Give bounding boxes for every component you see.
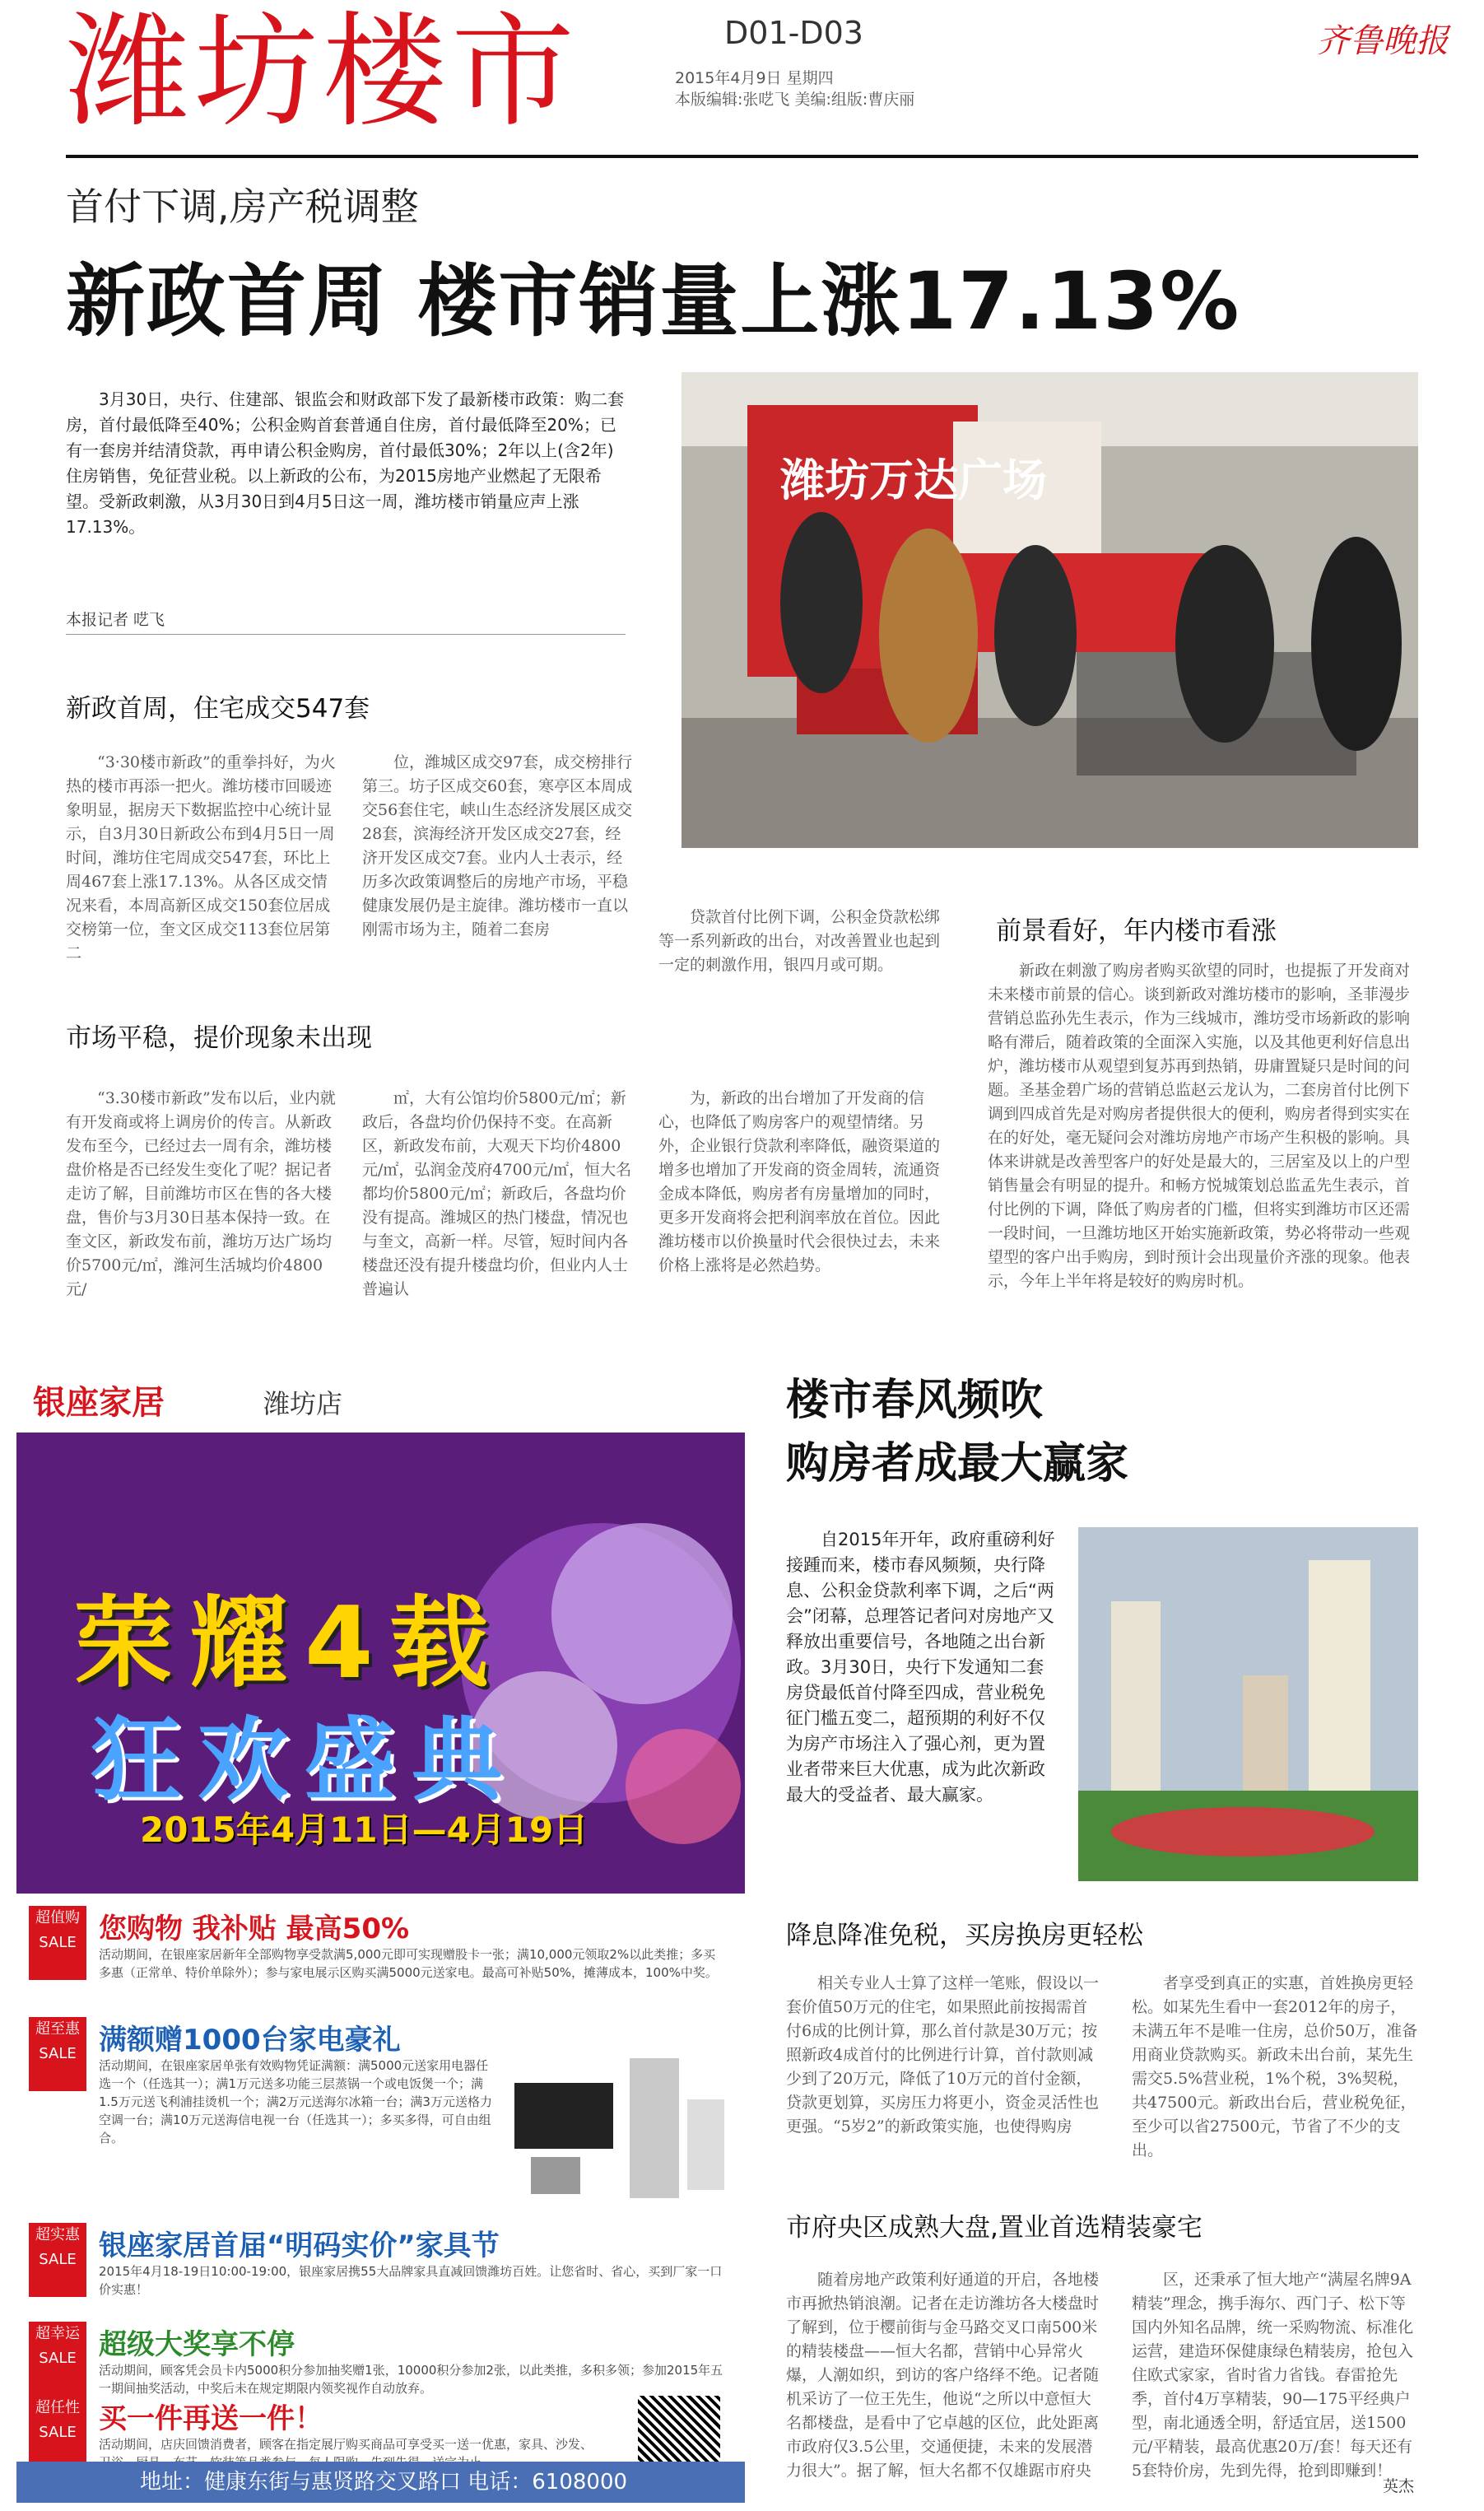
sales-office-photo xyxy=(682,372,1418,848)
feature-lead: 3月30日，央行、住建部、银监会和财政部下发了最新楼市政策：购二套房，首付最低降至40%；公积金购首套普通自住房，首付最低降至20%；已有一套房并结清贷款，再申请公积金购房，首付最低30%；2年以上(含2年)住房销售，免征营业税。以上新政的公布，为2015房地产业燃起了无限希望。受新政刺激，从3月30日到4月5日这一周，潍坊楼市销量应声上涨17.13%。 xyxy=(66,389,625,537)
right-sub1: 降息降准免税，买房换房更轻松 xyxy=(786,1921,1143,1950)
ad-promo-title: 满额赠1000台家电豪礼 xyxy=(99,2024,401,2057)
tower-photo xyxy=(1078,1527,1418,1881)
right-sub2-col2: 区，还秉承了恒大地产“满屋名牌9A精装”理念，携手海尔、西门子、松下等国内外知名品牌，统一采购物流、标准化运营，建造环保健康绿色精装房，抢包入住欧式家家，省时省力省钱。春雷抢先季，首付4万享精装，90—175平经典户型，南北通透全明，舒适宜居，送1500元/平精装，最高优惠20万/套！每天还有5套特价房，先到先得，抢到即赚到！ xyxy=(1132,2271,1414,2480)
ad-title-line1: 荣耀4载 xyxy=(74,1586,505,1701)
feature-kicker: 首付下调,房产税调整 xyxy=(66,184,419,229)
tower-illustration xyxy=(1078,1527,1418,1881)
paper-logo: 齐鲁晚报 xyxy=(1317,22,1449,60)
ad-promo-title: 买一件再送一件！ xyxy=(99,2402,323,2435)
right-sub1-col2: 者享受到真正的实惠，首姓换房更轻松。如某先生看中一套2012年的房子，未满五年不是唯一住房，总价50万，准备用商业贷款购买。新政未出台前，某先生需交5.5%营业税，1%个税，3%契税，共47500元。新政出台后，营业税免征，至少可以省27500元，节省了不少的支出。 xyxy=(1132,1974,1418,2159)
author: 英杰 xyxy=(1383,2477,1415,2495)
section-title: 潍坊楼市 xyxy=(66,1,580,144)
issue-date: 2015年4月9日 星期四 xyxy=(675,69,834,87)
ad-promo-text: 活动期间，在银座家居单张有效购物凭证满额：满5000元送家用电器任选一个（任选其一）；满1万元送多功能三层蒸锅一个或电饭煲一个；满1.5万元送飞利浦挂烫机一个；满2万元送海尔冰箱一台；满3万元送格力空调一台；满10万元送海信电视一台（任选其一）；多买多得，可自由组合。 xyxy=(99,2058,492,2145)
ad-promo-title: 银座家居首届“明码实价”家具节 xyxy=(99,2229,500,2262)
ad-body xyxy=(16,1894,745,2503)
ad-promo-block xyxy=(29,1906,733,2005)
editors: 本版编辑:张呓飞 美编:组版:曹庆丽 xyxy=(675,91,915,109)
sale-badge: 超实惠 SALE xyxy=(29,2223,86,2297)
ad-title-line2: 狂欢盛典 xyxy=(91,1707,519,1813)
right-sub2-col1: 随着房地产政策利好通道的开启，各地楼市再掀热销浪潮。记者在走访潍坊各大楼盘时了解到，位于樱前街与金马路交叉口南500米的精装楼盘——恒大名都，营销中心异常火爆，人潮如织，到访的客户络绎不绝。记者随机采访了一位王先生，他说“之所以中意恒大名都楼盘，是看中了它卓越的区位，此处距离市政府仅3.5公里，交通便捷，未来的发展潜力很大”。据了解，恒大名都不仅雄踞市府央 xyxy=(786,2271,1100,2480)
section1-col2: 位，潍城区成交97套，成交榜排行第三。坊子区成交60套，寒亭区本周成交56套住宅，峡山生态经济发展区成交28套，滨海经济开发区成交27套，经济开发区成交7套。业内人士表示，经历多次政策调整后的房地产市场，平稳健康发展仍是主旋律。潍坊楼市一直以刚需市场为主，随着二套房 xyxy=(362,753,633,939)
sale-badge: 超幸运 SALE xyxy=(29,2322,86,2396)
section-title-sales: 新政首周，住宅成交547套 xyxy=(66,694,370,724)
right-headline-2: 购房者成最大赢家 xyxy=(786,1439,1129,1488)
section2-col3: 为，新政的出台增加了开发商的信心，也降低了购房客户的观望情绪。另外，企业银行贷款利率降低，融资渠道的增多也增加了开发商的资金周转，流通资金成本降低，购房者有房量增加的同时，更多开发商将会把利润率放在首位。因此潍坊楼市以价换量时代会很快过去，未来价格上涨将是必然趋势。 xyxy=(658,1089,941,1274)
ad-promo-block xyxy=(29,2223,733,2322)
section1-col3: 贷款首付比例下调，公积金贷款松绑等一系列新政的出台，对改善置业也起到一定的刺激作用，银四月或可期。 xyxy=(658,908,941,974)
ad-footer: 地址：健康东街与惠贤路交叉路口 电话：6108000 xyxy=(16,2462,745,2503)
ad-promo-title: 您购物 我补贴 最高50% xyxy=(99,1912,410,1945)
advertisement xyxy=(16,1358,745,2503)
issue-info xyxy=(675,68,914,110)
ad-promo-text: 2015年4月18-19日10:00-19:00，银座家居携55大品牌家具直减回馈潍坊百姓。让您省时、省心，买到厂家一口价实惠！ xyxy=(99,2264,723,2297)
appliance-icons xyxy=(506,2050,728,2206)
feature-headline: 新政首周 楼市销量上涨17.13% xyxy=(66,255,1241,347)
ad-promo-text: 活动期间，顾客凭会员卡内5000积分参加抽奖赠1张，10000积分参加2张，以此类推，多积多领；参加2015年五一期间抽奖活动，中奖后未在规定期限内领奖视作自动放弃。 xyxy=(99,2363,723,2396)
ad-promo-block xyxy=(29,2017,733,2206)
section3-text: 新政在刺激了购房者购买欲望的同时，也提振了开发商对未来楼市前景的信心。谈到新政对潍坊楼市的影响，圣菲漫步营销总监孙先生表示，作为三线城市，潍坊受市场新政的影响略有滞后，随着政策的全面深入实施，以及其他更利好信息出炉，潍坊楼市从观望到复苏再到热销，毋庸置疑只是时间的问题。圣基金碧广场的营销总监赵云龙认为，二套房首付比例下调到四成首先是对购房者提供很大的便利，购房者得到实实在在的好处，毫无疑问会对潍坊房地产市场产生积极的影响。具体来讲就是改善型客户的好处是最大的，三居室及以上的户型销售量会有明显的提升。和畅方悦城策划总监孟先生表示，首付比例的下调，降低了购房者的门槛，但将实到潍坊市区还需一段时间，一旦潍坊地区开始实施新政策，势必将带动一些观望型的客户出手购房，到时预计会出现量价齐涨的现象。他表示，今年上半年将是较好的购房时机。 xyxy=(988,962,1411,1290)
right-sub2: 市府央区成熟大盘,置业首选精装豪宅 xyxy=(786,2213,1203,2243)
section-title-prices: 市场平稳，提价现象未出现 xyxy=(66,1023,372,1053)
ad-promo-text: 活动期间，店庆回馈消费者，顾客在指定展厅购买商品可享受买一送一优惠，家具、沙发、 xyxy=(99,2437,593,2452)
sales-office-illustration xyxy=(682,372,1418,848)
byline: 本报记者 呓飞 xyxy=(66,611,165,629)
ad-brand: 银座家居 xyxy=(33,1384,165,1422)
sale-badge: 超至惠 SALE xyxy=(29,2017,86,2091)
section2-col2: ㎡，大有公馆均价5800元/㎡；新政后，各盘均价仍保持不变。在高新区，新政发布前，大观天下均价4800元/㎡，弘润金茂府4700元/㎡，恒大名都均价5800元/㎡；新政后，各盘均价没有提高。潍城区的热门楼盘，情况也与奎文，高新一样。尽管，短时间内各楼盘还没有提升楼盘均价，但业内人士普遍认 xyxy=(362,1089,632,1298)
divider xyxy=(66,634,626,635)
ad-store: 潍坊店 xyxy=(263,1388,343,1419)
ad-promo-text: 活动期间，在银座家居新年全部购物享受款满5,000元即可实现赠股卡一张；满10,000元领取2%以此类推；多买多惠（正常单、特价单除外）；参与家电展示区购买满5000元送家电。最高可补贴50%，摊薄成本，100%中奖。 xyxy=(99,1947,718,1980)
sale-badge: 超值购 SALE xyxy=(29,1906,86,1980)
ad-promo-title: 超级大奖享不停 xyxy=(99,2328,295,2361)
section1-col1: “3·30楼市新政”的重拳抖好，为火热的楼市再添一把火。潍坊楼市回暖迹象明显，据房天下数据监控中心统计显示，自3月30日新政公布到4月5日一周时间，潍坊住宅周成交547套，环比上周467套上涨17.13%。从各区成交情况来看，本周高新区成交150套位居成交榜第一位，奎文区成交113套位居第二 xyxy=(66,753,336,962)
ad-date: 2015年4月11日—4月19日 xyxy=(140,1810,588,1850)
section-title-prospects: 前景看好，年内楼市看涨 xyxy=(996,916,1277,946)
section2-col1: “3.30楼市新政”发布以后，业内就有开发商或将上调房价的传言。从新政发布至今，已经过去一周有余，潍坊楼盘价格是否已经发生变化了呢？据记者走访了解，目前潍坊市区在售的各大楼盘，售价与3月30日基本保持一致。在奎文区，新政发布前，潍坊万达广场均价5700元/㎡，潍河生活城均价4800元/ xyxy=(66,1089,336,1298)
right-headline-1: 楼市春风频吹 xyxy=(786,1376,1044,1425)
page-range: D01-D03 xyxy=(724,15,863,51)
masthead-rule xyxy=(66,155,1418,158)
right-lead: 自2015年开年，政府重磅利好接踵而来，楼市春风频频，央行降息、公积金贷款利率下调，之后“两会”闭幕，总理答记者问对房地产又释放出重要信号，各地随之出台新政。3月30日，央行下发通知二套房贷最低首付降至四成，营业税免征门槛五变二，超预期的利好不仅为房产市场注入了强心剂，更为置业者带来巨大优惠，成为此次新政最大的受益者、最大赢家。 xyxy=(786,1530,1055,1805)
photo-sign: 潍坊万达广场 xyxy=(780,454,1047,506)
sale-badge: 超任性 SALE xyxy=(29,2396,86,2470)
right-sub1-col1: 相关专业人士算了这样一笔账，假设以一套价值50万元的住宅，如果照此前按揭需首付6成的比例计算，那么首付款是30万元；按照新政4成首付的比例进行计算，首付款则减少到了20万元，降低了10万元的首付金额，贷款更划算，买房压力将更小，资金灵活性也更强。“5岁2”的新政策实施，也使得购房 xyxy=(786,1974,1100,2136)
